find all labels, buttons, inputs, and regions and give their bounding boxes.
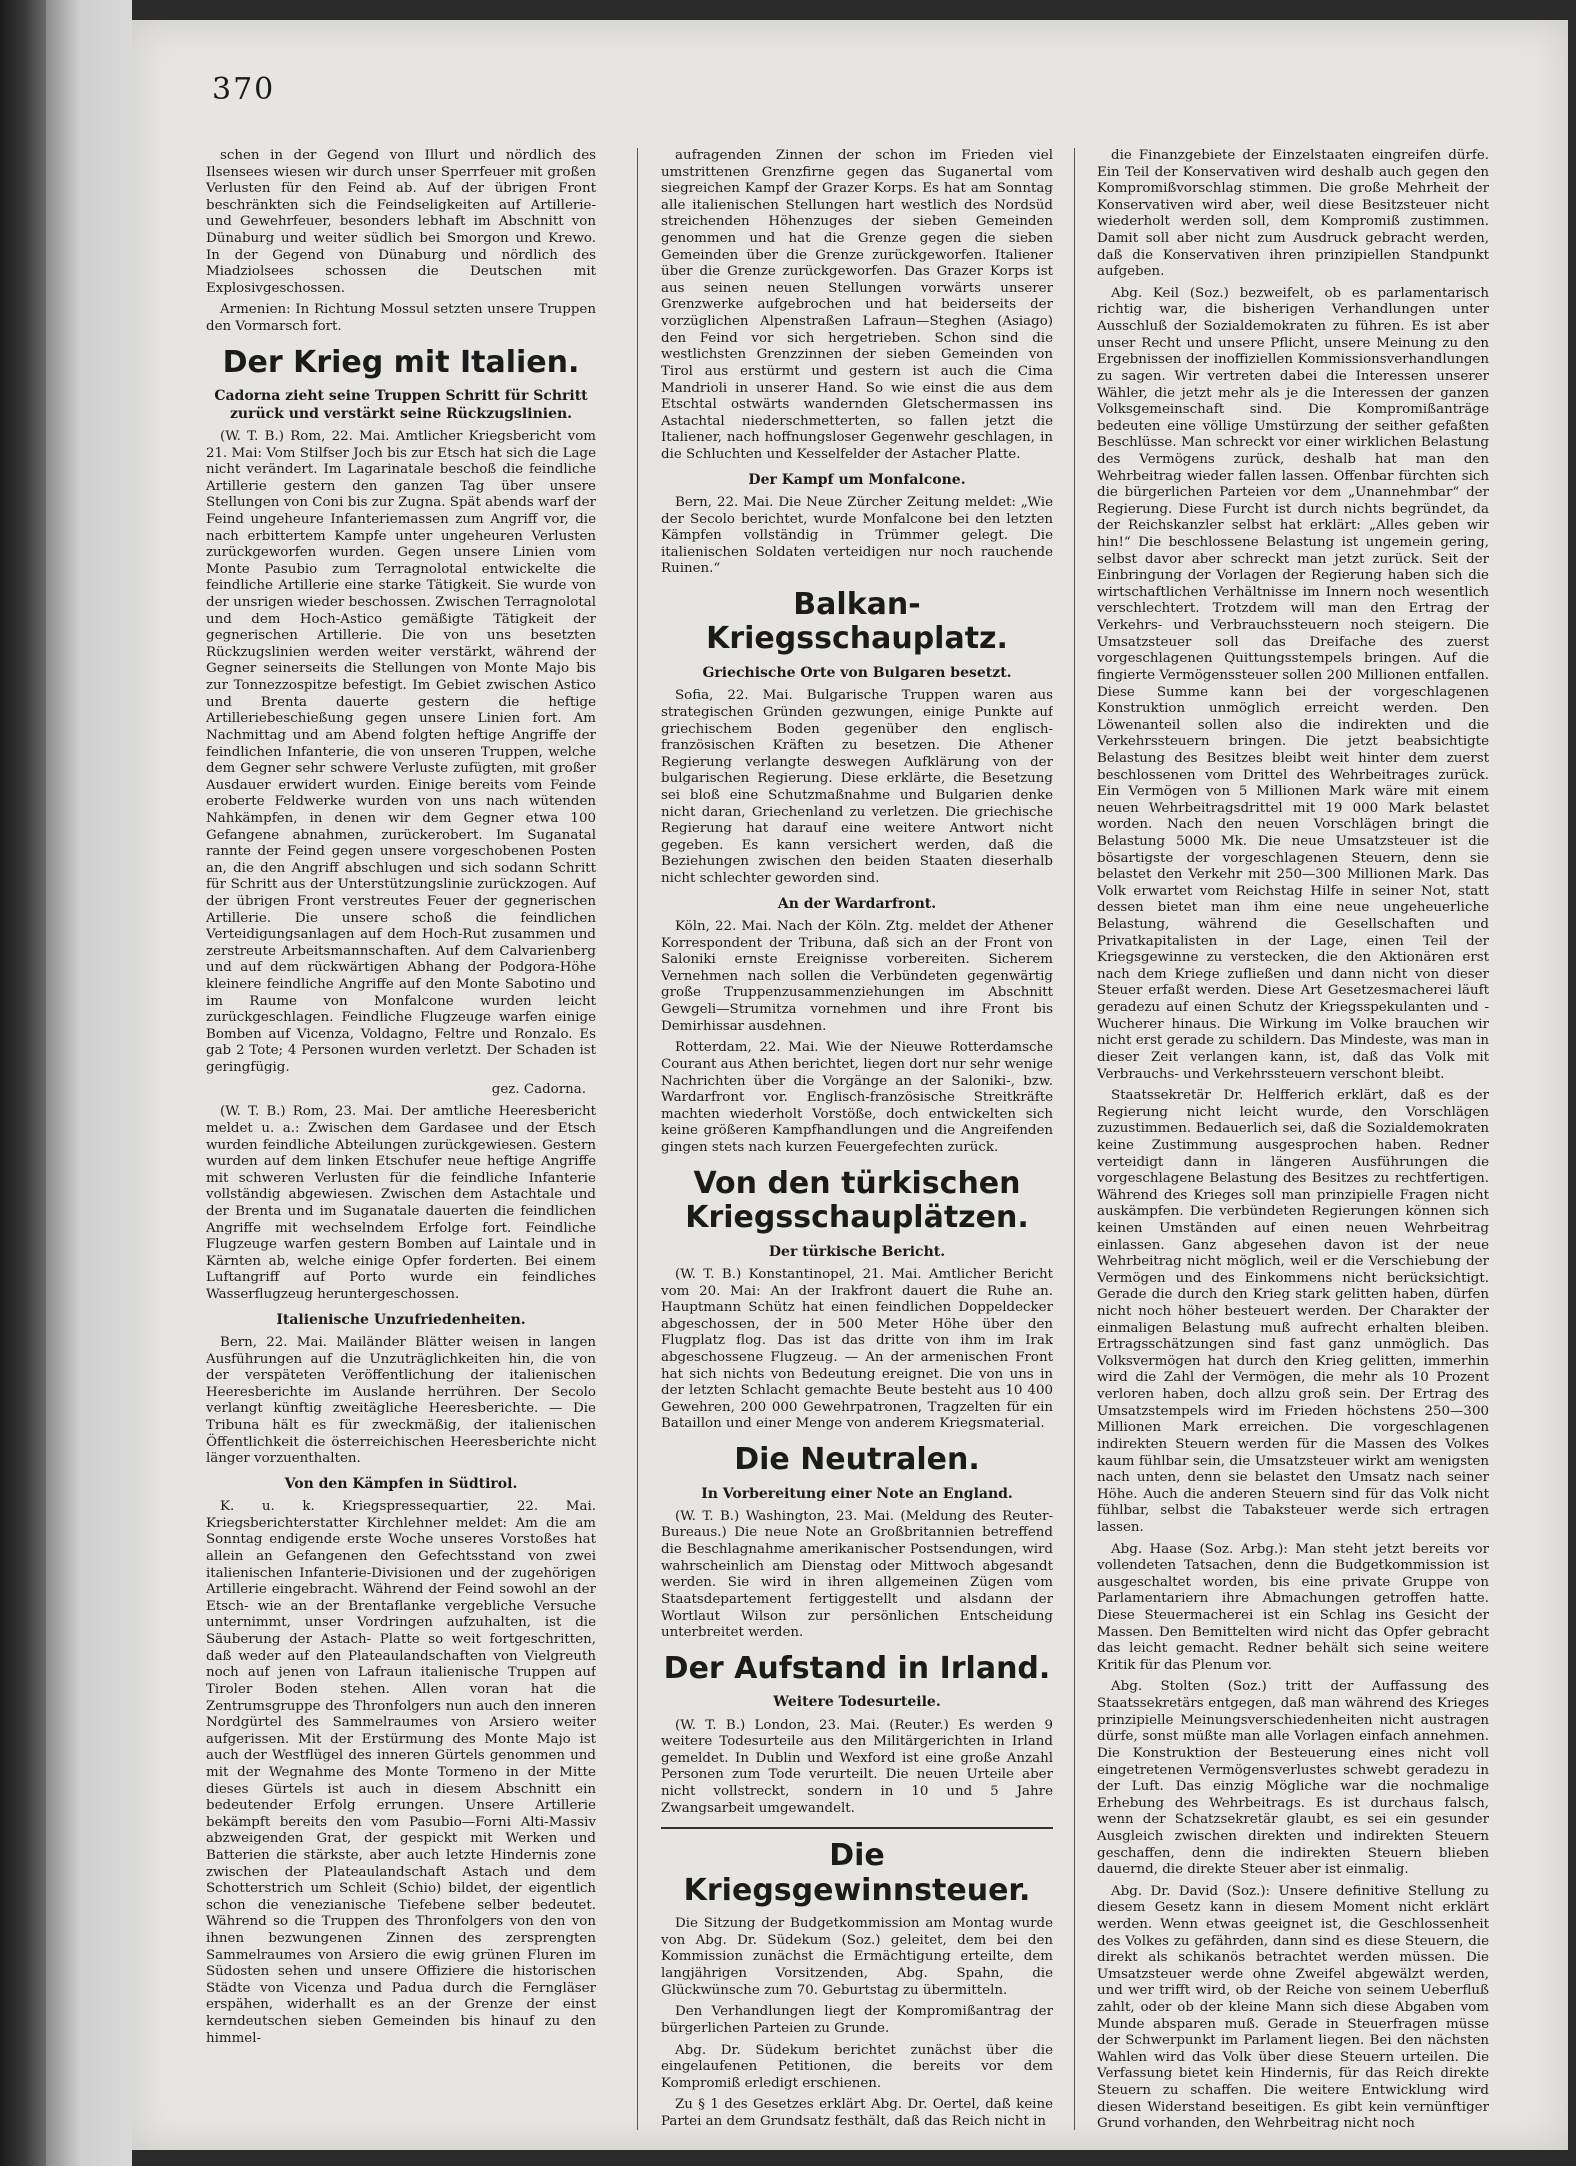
section-subheading: Cadorna zieht seine Truppen Schritt für Schritt zurück und verstärkt seine Rückzugslinien. [214, 388, 588, 422]
paragraph: Köln, 22. Mai. Nach der Köln. Ztg. meldet der Athener Korrespondent der Tribuna, daß sich an der Front von Saloniki ernste Ereignisse vorbereiten. Sicherem Vernehmen nach sollen die Verbündeten gegenwärtig große Truppenzusammenziehungen im Abschnitt Gewgeli—Strumitza vornehmen und ihre Front bis Demirhissar ausdehnen. [661, 919, 1053, 1034]
column-rule [1074, 148, 1075, 2130]
section-heading: Die Kriegsgewinnsteuer. [683, 1838, 1031, 1908]
book-binding-shadow [0, 0, 46, 2166]
section-subheading: In Vorbereitung einer Note an England. [701, 1485, 1013, 1502]
section-subheading: Griechische Orte von Bulgaren besetzt. [702, 664, 1012, 681]
paragraph: K. u. k. Kriegspressequartier, 22. Mai. Kriegsberichterstatter Kirchlehner meldet: Am die am Sonntag endigende erste Woche unseres Vorstoßes hat allein an Gefangenen den Gefechtsstand von zwei italienischen Infanterie-Divisionen und der zugehörigen Artillerie eingebracht. Während der Feind sowohl an der Etsch- wie an der Brentaflanke vergebliche Versuche unternimmt, unser Vordringen aufzuhalten, ist die Säuberung der Astach- Platte so weit fortgeschritten, daß weder auf den Plateaulandschaften von Vielgreuth noch auf jenen von Lafraun italienische Truppen auf Tiroler Boden stehen. Allen voran hat die Zentrumsgruppe des Thronfolgers nun auch den inneren Nordgürtel des Sammelraumes von Arsiero weiter aufgerissen. Mit der Erstürmung des Monte Majo ist auch der Westflügel des inneren Gürtels genommen und mit der Wegnahme des Monte Tormeno in der Mitte dieses Gürtels ist auch in diesem Abschnitt ein bedeutender Erfolg errungen. Unsere Artillerie bekämpft bereits den vom Pasubio—Forni Alti-Massiv abzweigenden Grat, der gespickt mit Werken und Batterien die stärkste, aber auch letzte Hindernis zone zwischen der Plateaulandschaft Astach und dem Schotterstrich um Schleit (Schio) bildet, der eigentlich schon die venezianische Tiefebene selber bedeutet. Während so die Truppen des Thronfolgers von den von ihnen bezwungenen Zinnen des zersprengten Sammelraumes von Arsiero die ewig grünen Fluren im Südosten sehen und unsere Offiziere die historischen Städte von Vicenza und Padua durch die Ferngläser erspähen, widerhallt es an der Grenze der einst kerndeutschen sieben Gemeinden bis hinauf zu den himmel- [206, 1499, 596, 2046]
book-gutter [46, 0, 132, 2166]
paragraph: (W. T. B.) London, 23. Mai. (Reuter.) Es werden 9 weitere Todesurteile aus den Militärgerichten in Irland gemeldet. In Dublin und Wexford ist eine große Anzahl Personen zum Tode verurteilt. Die neuen Urteile aber nicht vollstreckt, sondern in 10 und 5 Jahre Zwangsarbeit umgewandelt. [661, 1717, 1053, 1816]
paragraph: Abg. Keil (Soz.) bezweifelt, ob es parlamentarisch richtig war, die bisherigen Verhandlungen unter Ausschluß der Sozialdemokraten zu führen. Es ist aber unser Recht und unsere Pflicht, unsere Meinung zu den Ergebnissen der inoffiziellen Kommissionsverhandlungen zu sagen. Wir vertreten dabei die Interessen unserer Wähler, die jetzt mehr als je die Interessen der ganzen Volksgemeinschaft sind. Die Kompromißanträge bedeuten eine völlige Umstürzung der seither gefaßten Beschlüsse. Man schreckt vor einer wirklichen Belastung des Vermögens zurück, deshalb hat man den Wehrbeitrag wieder fallen lassen. Offenbar fürchten sich die bürgerlichen Parteien vor dem „Unannehmbar“ der Regierung. Diese Furcht ist durch nichts begründet, da der Reichskanzler selbst hat erklärt: „Alles geben wir hin!“ Die beschlossene Belastung ist ungemein gering, selbst davor aber schreckt man jetzt zurück. Seit der Einbringung der Vorlagen der Regierung haben sich die wirtschaftlichen Verhältnisse im Innern noch wesentlich verschlechtert. Trotzdem will man den Ertrag der Verkehrs- und Verbrauchssteuern noch steigern. Die Umsatzsteuer soll das Dreifache des zuerst vorgeschlagenen Quittungsstempels bringen. Auf die fingierte Vermögenssteuer sollen 200 Millionen entfallen. Diese Summe kann bei der vorgeschlagenen Konstruktion unmöglich erreicht werden. Den Löwenanteil sollen also die indirekten und die Verkehrssteuern bringen. Die jetzt beabsichtigte Belastung des Besitzes bleibt weit hinter dem zuerst beschlossenen vom Drittel des Wehrbeitrages zurück. Ein Vermögen von 5 Millionen Mark wäre mit einem neuen Wehrbeitragsdrittel mit 19 000 Mark belastet worden. Nach den neuen Vorschlägen bringt die Belastung 5000 Mk. Die neue Umsatzsteuer ist die bösartigste der vorgeschlagenen Steuern, denn sie belastet den Verkehr mit 250—300 Millionen Mark. Das Volk erwartet vom Reichstag Hilfe in seiner Not, statt dessen bietet man ihm eine neue ungeheuerliche Belastung, während die Gesellschaften und Privatkapitalisten in der Lage, einen Teil der Kriegsgewinne zu verstecken, die den Aktionären erst nach dem Kriege zufließen und dann nicht von dieser Steuer erfaßt werden. Diese Art Gesetzesmacherei läuft geradezu auf einen Schutz der Kriegsspekulanten und -Wucherer hinaus. Die Wirkung im Volke brauchen wir nicht erst gerade zu schildern. Das Mindeste, was man in dieser Zeit verlangen kann, ist, daß das Volk mit Verbrauchs- und Verkehrssteuern verschont bleibt. [1097, 285, 1489, 1082]
paragraph: (W. T. B.) Rom, 23. Mai. Der amtliche Heeresbericht meldet u. a.: Zwischen dem Gardasee und der Etsch wurden feindliche Abteilungen zurückgewiesen. Gestern wurden auf dem linken Etschufer neue heftige Angriffe mit schweren Verlusten für die feindliche Infanterie vollständig abgewiesen. Zwischen dem Astachtale und der Brenta und im Suganatale dauerten die feindlichen Angriffe mit wechselndem Erfolge fort. Feindliche Flugzeuge warfen gestern Bomben auf Laintale und in Kärnten ab, welche einige Opfer forderten. Bei einem Luftangriff auf Porto wurde ein feindliches Wasserflugzeug heruntergeschossen. [206, 1104, 596, 1302]
paragraph: (W. T. B.) Washington, 23. Mai. (Meldung des Reuter-Bureaus.) Die neue Note an Großbritannien betreffend die Beschlagnahme amerikanischer Postsendungen, wird wahrscheinlich am Dienstag oder Mittwoch abgesandt werden. Sie wird in ihren allgemeinen Zügen vom Staatsdepartement fertiggestellt und alsdann der Wortlaut Wilson zur persönlichen Entscheidung unterbreitet werden. [661, 1508, 1053, 1641]
paragraph: Rotterdam, 22. Mai. Wie der Nieuwe Rotterdamsche Courant aus Athen berichtet, liegen dort nur sehr wenige Nachrichten über die Vorgänge an der Saloniki-, bzw. Wardarfront vor. Englisch-französische Streitkräfte machten wiederholt Vorstöße, doch entwickelten sich keine größeren Kampfhandlungen und die Angreifenden gingen stets nach kurzen Feuergefechten zurück. [661, 1040, 1053, 1155]
paragraph: Armenien: In Richtung Mossul setzten unsere Truppen den Vormarsch fort. [206, 302, 596, 335]
paragraph: Abg. Dr. David (Soz.): Unsere definitive Stellung zu diesem Gesetz kann in diesem Moment nicht erklärt werden. Wenn etwas geeignet ist, die Geschlossenheit des Volkes zu gefährden, dann sind es diese Steuern, die direkt als schikanös betrachtet werden müssen. Die Umsatzsteuer werde ohne Zweifel abgewälzt werden, und wer trifft wird, ob der Reiche von seinem Ueberfluß zahlt, oder ob der kleine Mann sich diese Abgaben vom Munde absparen muß. Gerade in Steuerfragen müsse der Schwerpunkt im Parlament liegen. Bei den nächsten Wahlen wird das Volk über diese Steuern urteilen. Die Verfassung bietet kein Hindernis, für das Reich direkte Steuern zu schaffen. Die weitere Entwicklung wird diesen Widerstand beseitigen. Es gibt kein vernünftiger Grund vorhanden, den Wehrbeitrag nicht noch [1097, 1883, 1489, 2130]
section-heading: Der Aufstand in Irland. [663, 1650, 1051, 1686]
paragraph: die Finanzgebiete der Einzelstaaten eingreifen dürfe. Ein Teil der Konservativen wird deshalb auch gegen den Kompromißvorschlag stimmen. Die große Mehrheit der Konservativen wird aber, weil diese Besitzsteuer nicht wiederholt werden soll, dem Kompromiß zustimmen. Damit soll aber nicht zum Ausdruck gebracht werden, daß die Konservativen ihren prinzipiellen Standpunkt aufgeben. [1097, 148, 1489, 280]
paragraph: Die Sitzung der Budgetkommission am Montag wurde von Abg. Dr. Südekum (Soz.) geleitet, dem bei den Kommission zunächst die Ermächtigung erteilte, dem langjährigen Vorsitzenden, Abg. Spahn, die Glückwünsche zum 70. Geburtstag zu übermitteln. [661, 1916, 1053, 1998]
section-heading: Von den türkischen Kriegsschauplätzen. [685, 1165, 1029, 1236]
column-3 [1097, 148, 1489, 2130]
paragraph: schen in der Gegend von Illurt und nördlich des Ilsensees wiesen wir durch unser Sperrfeuer mit großen Verlusten für den Feind ab. Auf der übrigen Front beschränkten sich die Feindseligkeiten auf Artillerie- und Gewehrfeuer, besonders lebhaft im Abschnitt von Dünaburg und weiter südlich bei Smorgon und Krewo. In der Gegend von Dünaburg und nördlich des Miadziolsees schossen die Deutschen mit Explosivgeschossen. [206, 148, 596, 296]
column-rule [637, 148, 638, 2130]
paragraph: Abg. Stolten (Soz.) tritt der Auffassung des Staatssekretärs entgegen, daß man während des Krieges prinzipielle Meinungsverschiedenheiten nicht austragen dürfe, sonst müßte man alle Vorlagen einfach annehmen. Die Konstruktion der Besteuerung eines nicht voll eingetretenen Vermögensverlustes schwebt geradezu in der Luft. Das einzig Mögliche war die nochmalige Erhebung des Wehrbeitrags. Es ist durchaus falsch, wenn der Schatzsekretär glaubt, es sei ein gesunder Ausgleich zwischen direkten und indirekten Steuern geschaffen, denn die indirekten Steuern blieben dauernd, die direkte Steuer aber ist einmalig. [1097, 1679, 1489, 1878]
paragraph: aufragenden Zinnen der schon im Frieden viel umstrittenen Grenzfirne gegen das Suganertal vom siegreichen Kampf der Grazer Korps. Es hat am Sonntag alle italienischen Stellungen hart westlich des Nordsüd streichenden Höhenzuges der sieben Gemeinden genommen und hat die Grenze gegen die sieben Gemeinden über die Grenze zurückgeworfen. Italiener über die Grenze zurückgeworfen. Das Grazer Korps ist aus seinen neuen Stellungen vorwärts unserer Grenzwerke aufgebrochen und hat beiderseits der vorzüglichen Alpenstraßen Lafraun—Steghen (Asiago) den Feind vor sich hergetrieben. Schon sind die westlichsten Grenzzinnen der sieben Gemeinden von Tirol aus erstürmt und gestern ist auch die Cima Mandrioli in unserer Hand. So wie einst die aus dem Etschtal ostwärts wandernden Gletschermassen ins Astachtal niederschmetterten, so fallen jetzt die Italiener, nach hoffnungsloser Gegenwehr geschlagen, in die Schluchten und Kesselfelder der Astacher Platte. [661, 148, 1053, 462]
section-subheading: Der türkische Bericht. [768, 1243, 946, 1260]
section-subheading: Italienische Unzufriedenheiten. [276, 1311, 526, 1328]
paragraph: (W. T. B.) Konstantinopel, 21. Mai. Amtlicher Bericht vom 20. Mai: An der Irakfront dauert die Ruhe an. Hauptmann Schütz hat einen feindlichen Doppeldecker abgeschossen, der in 500 Meter Höhe über den Flugplatz flog. Das ist das dritte von ihm im Irak abgeschossene Flugzeug. — An der armenischen Front hat sich nichts von Bedeutung ereignet. Die von uns in der letzten Schlacht gemachte Beute besteht aus 10 400 Gewehren, 200 000 Gewehrpatronen, Tragzelten für ein Bataillon und einer Menge von anderem Kriegsmaterial. [661, 1266, 1053, 1432]
column-2 [661, 148, 1053, 2130]
paragraph: Abg. Dr. Südekum berichtet zunächst über die eingelaufenen Petitionen, die bereits vor dem Kompromiß erledigt erschienen. [661, 2042, 1053, 2091]
paragraph: Zu § 1 des Gesetzes erklärt Abg. Dr. Oertel, daß keine Partei an dem Grundsatz festhält, daß das Reich nicht in [661, 2097, 1053, 2129]
newspaper-page [132, 20, 1568, 2150]
paragraph: Den Verhandlungen liegt der Kompromißantrag der bürgerlichen Parteien zu Grunde. [661, 2004, 1053, 2036]
paragraph: Sofia, 22. Mai. Bulgarische Truppen waren aus strategischen Gründen gezwungen, einige Punkte auf griechischem Boden gegenüber den englisch-französischen Kräften zu besetzen. Die Athener Regierung verlangte deswegen Aufklärung von der bulgarischen Regierung. Diese erklärte, die Besetzung sei bloß eine Schutzmaßnahme und Bulgarien denke nicht daran, Griechenland zu verletzen. Die griechische Regierung hat darauf eine weitere Antwort nicht gegeben. Es kann versichert werden, daß die Beziehungen zwischen den beiden Staaten dieserhalb nicht schlechter geworden sind. [661, 688, 1053, 887]
section-heading: Der Krieg mit Italien. [222, 344, 580, 380]
section-subheading: An der Wardarfront. [777, 895, 937, 912]
paragraph: Staatssekretär Dr. Helfferich erklärt, daß es der Regierung nicht leicht wurde, den Vorschlägen zuzustimmen. Bedauerlich sei, daß die Sozialdemokraten keine Zustimmung ausgesprochen haben. Redner verteidigt dann in längeren Ausführungen die vorgeschlagene Belastung des Besitzes zu rechtfertigen. Während des Krieges soll man prinzipielle Fragen nicht auskämpfen. Die verbündeten Regierungen können sich keinen Umständen auf einen neuen Wehrbeitrag einlassen. Ganz abgesehen davon ist der neue Wehrbeitrag nicht möglich, weil er die Verschiebung der Vermögen und des Einkommens nicht berücksichtigt. Gerade die durch den Krieg stark gelitten haben, dürfen nicht noch höher besteuert werden. Der Charakter der einmaligen Belastung muß aufrecht erhalten bleiben. Ertragsschätzungen sind fast ganz unmöglich. Das Volksvermögen hat durch den Krieg gelitten, immerhin wird die Zahl der Vermögen, die mehr als 10 Prozent verloren haben, doch allzu groß sein. Der Ertrag des Umsatzstempels wird im Frieden höchstens 250—300 Millionen Mark erreichen. Die vorgeschlagenen indirekten Steuern werden für die Massen des Volkes kaum fühlbar sein, die Umsatzsteuer wirkt am wenigsten nach unten, denn sie belastet den Umsatz nach seiner Höhe. Auch die anderen Steuern sind für das Volk nicht fühlbar, selbst die Tabaksteuer werde sich ertragen lassen. [1097, 1088, 1489, 1535]
section-divider [661, 1827, 1053, 1829]
paragraph: Abg. Haase (Soz. Arbg.): Man steht jetzt bereits vor vollendeten Tatsachen, denn die Budgetkommission ist ausgeschaltet worden, bis eine private Gruppe von Parlamentariern ihre Abmachungen getroffen hatte. Diese Steuermacherei ist ein Schlag ins Gesicht der Massen. Den Bemittelten wird nicht das Opfer gebracht das leicht gemacht. Redner behält sich seine weitere Kritik für das Plenum vor. [1097, 1541, 1489, 1673]
section-subheading: Weitere Todesurteile. [773, 1694, 941, 1711]
signature: gez. Cadorna. [491, 1081, 586, 1097]
paragraph: Bern, 22. Mai. Mailänder Blätter weisen in langen Ausführungen auf die Unzuträglichkeiten hin, die von der verspäteten Veröffentlichung der italienischen Heeresberichte im Auslande herrühren. Der Secolo verlangt künftig zweitägliche Heeresberichte. — Die Tribuna hält es für zweckmäßig, der italienischen Öffentlichkeit die österreichischen Heeresberichte nicht länger vorzuenthalten. [206, 1334, 596, 1467]
page-number: 370 [212, 72, 276, 107]
paragraph: (W. T. B.) Rom, 22. Mai. Amtlicher Kriegsbericht vom 21. Mai: Vom Stilfser Joch bis zur Etsch hat sich die Lage nicht verändert. Im Lagarinatale beschoß die feindliche Artillerie gestern den ganzen Tag über unsere Stellungen von Coni bis zur Zugna. Spät abends warf der Feind ungeheure Infanteriemassen zum Angriff vor, die nach erbittertem Kampfe unter ungeheuren Verlusten zurückgeworfen wurden. Gegen unsere Linien vom Monte Pasubio zum Terragnolotal entwickelte die feindliche Artillerie eine starke Tätigkeit. Sie wurde von der unsrigen wieder beschossen. Zwischen Terragnolotal und dem Hoch-Astico gemäßigte Tätigkeit der gegnerischen Artillerie. Die von uns besetzten Rückzugslinien werden weiter verstärkt, während der Gegner seinerseits die Stellungen von Monte Majo bis zur Tonnezzospitze befestigt. Im Gebiet zwischen Astico und Brenta dauerte gestern die heftige Artilleriebeschießung gegen unsere Linien fort. Am Nachmittag und am Abend folgten heftige Angriffe der feindlichen Infanterie, die von unseren Truppen, welche dem Gegner sehr schwere Verluste zufügten, mit großer Ausdauer erwidert wurden. Einige bereits vom Feinde eroberte Feldwerke wurden von uns nach wütenden Nahkämpfen, in denen wir dem Gegner etwa 100 Gefangene abnahmen, zurückerobert. Im Suganatal rannte der Feind gegen unsere vorgeschobenen Posten an, die den Angriff abschlugen und sich sodann Schritt für Schritt aus der Unterstützungslinie zurückzogen. Auf der übrigen Front verstreutes Feuer der gegnerischen Artillerie. Die unsere schoß die feindlichen Verteidigungsanlagen auf dem Hoch-Rut zusammen und zerstreute Arbeitsmannschaften. Auf dem Calvarienberg und auf dem rückwärtigen Abhang der Podgora-Höhe kleinere feindliche Angriffe auf den Monte Sabotino und im Raume von Monfalcone wurden leicht zurückgeschlagen. Feindliche Flugzeuge warfen einige Bomben auf Vicenza, Voldagno, Feltre und Ronzalo. Es gab 2 Tote; 4 Personen wurden verletzt. Der Schaden ist geringfügig. [206, 428, 596, 1076]
section-heading: Balkan-Kriegsschauplatz. [706, 586, 1008, 657]
paragraph: Bern, 22. Mai. Die Neue Zürcher Zeitung meldet: „Wie der Secolo berichtet, wurde Monfalcone bei den letzten Kämpfen vollständig in Trümmer gelegt. Die italienischen Soldaten verteidigen nur noch rauchende Ruinen.“ [661, 494, 1053, 577]
section-heading: Die Neutralen. [734, 1442, 980, 1477]
column-1 [206, 148, 596, 2130]
section-subheading: Von den Kämpfen in Südtirol. [284, 1475, 518, 1492]
section-subheading: Der Kampf um Monfalcone. [748, 471, 966, 488]
